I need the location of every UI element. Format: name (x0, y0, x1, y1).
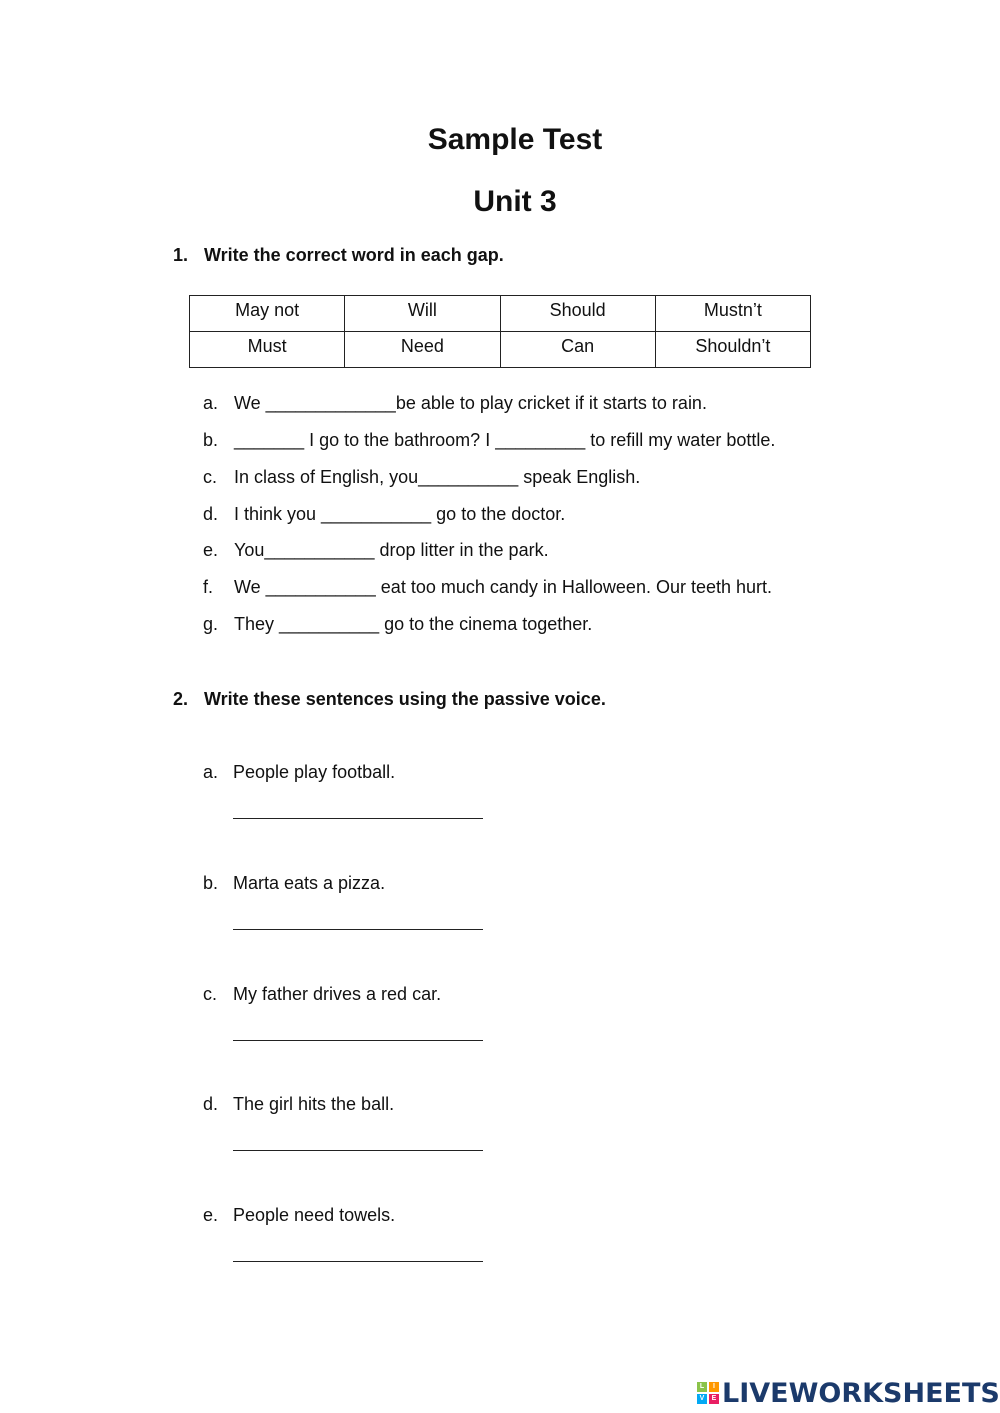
q2-item-a (0, 761, 1000, 783)
liveworksheets-logo (697, 1377, 1000, 1409)
word-bank-cell: Should (500, 296, 655, 332)
item-text: We _____________be able to play cricket if it starts to rain. (234, 393, 707, 413)
answer-line[interactable] (233, 929, 483, 930)
question-1-instruction: Write the correct word in each gap. (204, 245, 504, 265)
word-bank-cell: Mustn’t (655, 296, 810, 332)
q1-item-g (0, 613, 1000, 635)
item-label: f. (203, 577, 214, 597)
item-label: c. (203, 984, 218, 1004)
q1-item-c (0, 466, 1000, 488)
logo-icon-letter: I (709, 1382, 719, 1392)
item-text: The girl hits the ball. (233, 1094, 395, 1114)
page-subtitle: Unit 3 (473, 185, 557, 218)
word-bank-table (189, 295, 811, 368)
item-label: b. (203, 873, 219, 893)
item-text: _______ I go to the bathroom? I _________ to refill my water bottle. (234, 430, 776, 450)
item-label: d. (203, 504, 219, 524)
word-bank-row (190, 332, 811, 368)
item-text: In class of English, you__________ speak English. (234, 467, 641, 487)
logo-icon-letter: V (697, 1394, 707, 1404)
logo-text: LIVEWORKSHEETS (722, 1377, 1000, 1409)
answer-line[interactable] (233, 1150, 483, 1151)
q2-item-b (0, 872, 1000, 894)
word-bank-cell: Must (190, 332, 345, 368)
item-text: I think you ___________ go to the doctor. (234, 504, 566, 524)
item-label: e. (203, 1205, 219, 1225)
item-text: You___________ drop litter in the park. (234, 540, 549, 560)
word-bank-cell: Can (500, 332, 655, 368)
item-text: People need towels. (233, 1205, 396, 1225)
answer-line[interactable] (233, 818, 483, 819)
page-title: Sample Test (427, 123, 603, 156)
question-1-heading (0, 244, 1000, 266)
answer-line[interactable] (233, 1040, 483, 1041)
item-text: They __________ go to the cinema together. (234, 614, 593, 634)
q2-item-e (0, 1204, 1000, 1226)
item-label: a. (203, 762, 219, 782)
item-text: Marta eats a pizza. (233, 873, 386, 893)
q1-item-b (0, 429, 1000, 451)
item-label: b. (203, 430, 219, 450)
q2-item-c (0, 983, 1000, 1005)
q1-item-a (0, 392, 1000, 414)
word-bank-cell: May not (190, 296, 345, 332)
question-2-heading (0, 688, 1000, 710)
logo-icon-letter: L (697, 1382, 707, 1392)
word-bank-cell: Need (345, 332, 500, 368)
question-1-number: 1. (173, 245, 189, 265)
q1-item-d (0, 503, 1000, 525)
q1-item-e (0, 539, 1000, 561)
item-label: d. (203, 1094, 219, 1114)
item-text: We ___________ eat too much candy in Halloween. Our teeth hurt. (234, 577, 773, 597)
logo-icon-letter: E (709, 1394, 719, 1404)
item-label: e. (203, 540, 219, 560)
question-2-number: 2. (173, 689, 189, 709)
word-bank-cell: Shouldn’t (655, 332, 810, 368)
logo-icon (697, 1382, 719, 1404)
q2-item-d (0, 1093, 1000, 1115)
item-label: g. (203, 614, 219, 634)
q1-item-f (0, 576, 1000, 598)
item-text: My father drives a red car. (233, 984, 442, 1004)
item-text: People play football. (233, 762, 396, 782)
question-2-instruction: Write these sentences using the passive voice. (204, 689, 606, 709)
item-label: a. (203, 393, 219, 413)
word-bank-row (190, 296, 811, 332)
word-bank-cell: Will (345, 296, 500, 332)
answer-line[interactable] (233, 1261, 483, 1262)
item-label: c. (203, 467, 218, 487)
